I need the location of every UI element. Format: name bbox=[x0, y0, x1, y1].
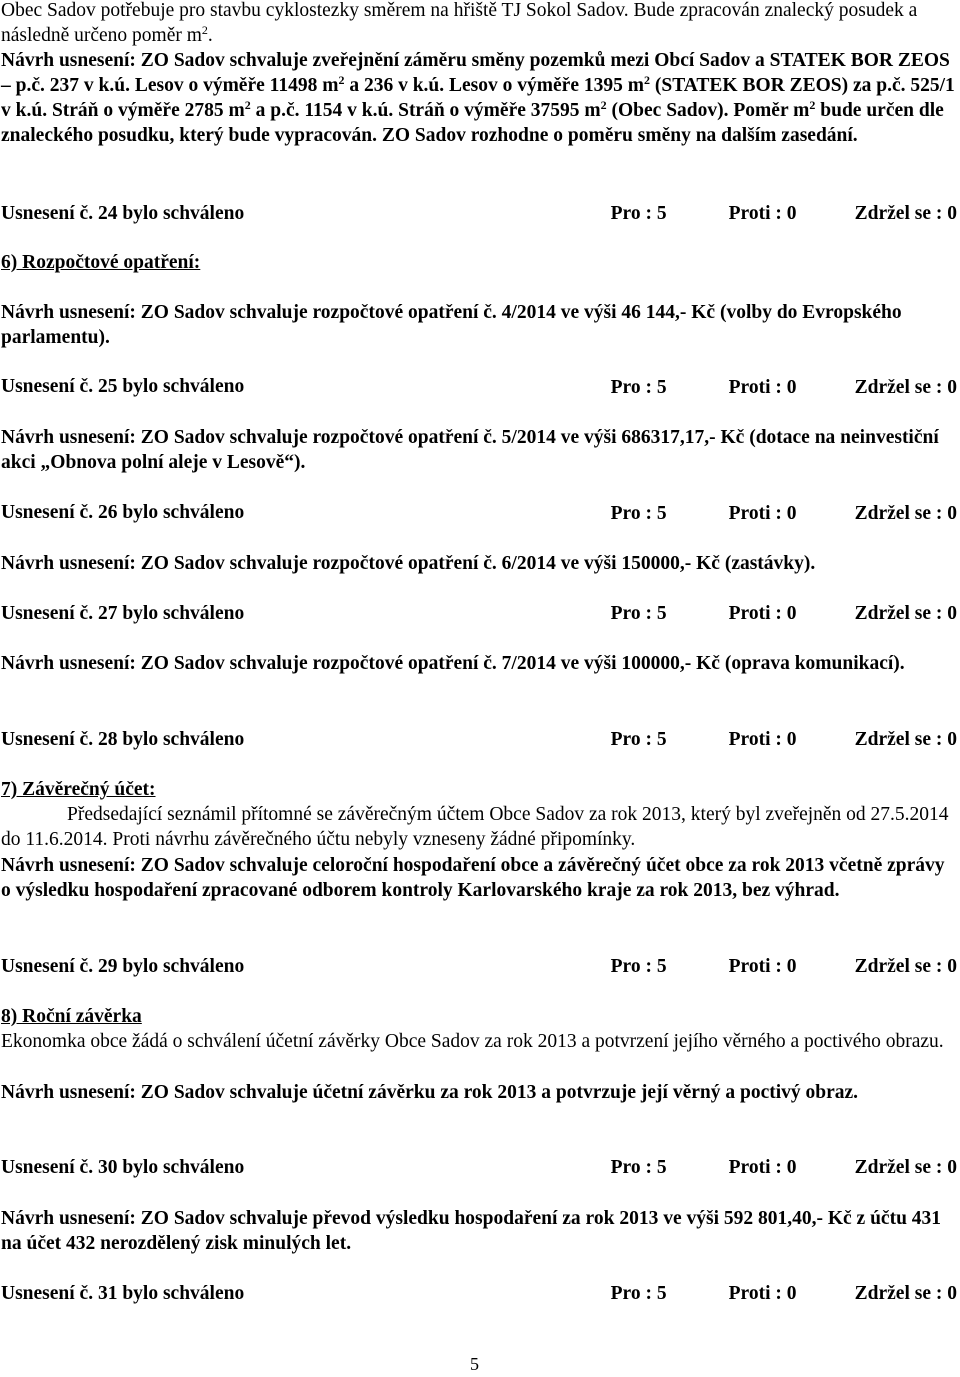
section-7-paragraph bbox=[1, 802, 957, 852]
vote-abstain-count: 0 bbox=[947, 1157, 957, 1178]
vote-pro-count: 5 bbox=[656, 1283, 667, 1304]
proposal-budget-5: Návrh usnesení: ZO Sadov schvaluje rozpočtové opatření č. 5/2014 ve výši 686317,17,- Kč (dotace na neinvestiční akci „Obnova polní aleje v Lesově“). bbox=[1, 427, 939, 473]
vote-proti-count: 0 bbox=[786, 603, 797, 624]
vote-abstain-label: Zdržel se : bbox=[854, 377, 943, 398]
proposal-annual-closing: Návrh usnesení: ZO Sadov schvaluje účetní závěrku za rok 2013 a potvrzuje její věrný a poctivý obraz. bbox=[1, 1082, 859, 1103]
section-6-heading: 6) Rozpočtové opatření: bbox=[1, 252, 201, 273]
vote-proti-label: Proti : bbox=[728, 956, 782, 977]
vote-proti-label: Proti : bbox=[728, 503, 782, 524]
annual-closing-text: Ekonomka obce žádá o schválení účetní závěrky Obce Sadov za rok 2013 a potvrzení jejího věrného a poctivého obrazu. bbox=[1, 1031, 944, 1052]
exchange-proposal bbox=[1, 48, 957, 148]
proposal-text: (STATEK BOR ZEOS) za p.č. 525/1 v k.ú. Stráň o výměře 2785 m bbox=[1, 75, 955, 121]
final-account-text: Předsedající seznámil přítomné se závěrečným účtem Obce Sadov za rok 2013, který byl zveřejněn od 27.5.2014 do 11.6.2014. Proti návrhu závěrečného účtu nebyly vzneseny žádné připomínky. bbox=[1, 804, 949, 850]
resolution-25: Usnesení č. 25 bylo schváleno bbox=[1, 376, 245, 397]
page-number: 5 bbox=[470, 1354, 479, 1374]
vote-abstain-label: Zdržel se : bbox=[854, 503, 943, 524]
resolution-29: Usnesení č. 29 bylo schváleno bbox=[1, 956, 245, 977]
vote-proti-count: 0 bbox=[786, 503, 797, 524]
vote-pro-label: Pro : bbox=[610, 377, 652, 398]
vote-pro-label: Pro : bbox=[610, 1283, 652, 1304]
vote-pro-label: Pro : bbox=[610, 1157, 652, 1178]
vote-pro-count: 5 bbox=[656, 603, 667, 624]
vote-abstain-count: 0 bbox=[947, 203, 957, 224]
vote-proti-label: Proti : bbox=[728, 729, 782, 750]
intro-text: Obec Sadov potřebuje pro stavbu cyklostezky směrem na hřiště TJ Sokol Sadov. Bude zpracován znalecký posudek a následně určeno poměr m bbox=[1, 0, 918, 46]
vote-proti-label: Proti : bbox=[728, 377, 782, 398]
superscript: 2 bbox=[244, 98, 251, 112]
vote-proti-count: 0 bbox=[786, 377, 797, 398]
superscript: 2 bbox=[338, 73, 345, 87]
vote-pro-count: 5 bbox=[656, 729, 667, 750]
superscript: 2 bbox=[201, 23, 208, 37]
vote-pro-count: 5 bbox=[656, 377, 667, 398]
vote-pro-label: Pro : bbox=[610, 729, 652, 750]
vote-abstain-count: 0 bbox=[947, 1283, 957, 1304]
proposal-final-account: Návrh usnesení: ZO Sadov schvaluje celoroční hospodaření obce a závěrečný účet obce za rok 2013 včetně zprávy o výsledku hospodaření zpracované odborem kontroly Karlovarského kraje za rok 2013, bez výhrad. bbox=[1, 855, 945, 901]
proposal-budget-4: Návrh usnesení: ZO Sadov schvaluje rozpočtové opatření č. 4/2014 ve výši 46 144,- Kč (volby do Evropského parlamentu). bbox=[1, 302, 902, 348]
vote-abstain-label: Zdržel se : bbox=[854, 1157, 943, 1178]
proposal-text: Návrh usnesení: ZO Sadov schvaluje zveřejnění záměru směny pozemků mezi Obcí Sadov a STATEK BOR ZEOS – p.č. 237 v k.ú. Lesov o výměře 11498 m bbox=[1, 50, 950, 96]
section-8-heading: 8) Roční závěrka bbox=[1, 1006, 142, 1027]
vote-abstain-label: Zdržel se : bbox=[854, 603, 943, 624]
vote-abstain-label: Zdržel se : bbox=[854, 729, 943, 750]
vote-pro-label: Pro : bbox=[610, 603, 652, 624]
vote-abstain-count: 0 bbox=[947, 729, 957, 750]
proposal-text: a 236 v k.ú. Lesov o výměře 1395 m bbox=[344, 75, 644, 96]
proposal-budget-7: Návrh usnesení: ZO Sadov schvaluje rozpočtové opatření č. 7/2014 ve výši 100000,- Kč (oprava komunikací). bbox=[1, 653, 905, 674]
resolution-26: Usnesení č. 26 bylo schváleno bbox=[1, 502, 245, 523]
resolution-27: Usnesení č. 27 bylo schváleno bbox=[1, 603, 245, 624]
superscript: 2 bbox=[809, 98, 816, 112]
vote-abstain-count: 0 bbox=[947, 377, 957, 398]
vote-proti-label: Proti : bbox=[728, 1283, 782, 1304]
proposal-budget-6: Návrh usnesení: ZO Sadov schvaluje rozpočtové opatření č. 6/2014 ve výši 150000,- Kč (zastávky). bbox=[1, 553, 816, 574]
proposal-text: a p.č. 1154 v k.ú. Stráň o výměře 37595 m bbox=[250, 100, 601, 121]
vote-proti-count: 0 bbox=[786, 1157, 797, 1178]
superscript: 2 bbox=[600, 98, 607, 112]
vote-proti-label: Proti : bbox=[728, 603, 782, 624]
proposal-text: (Obec Sadov). Poměr m bbox=[606, 100, 810, 121]
vote-pro-count: 5 bbox=[656, 203, 667, 224]
proposal-text: bude určen dle znaleckého posudku, který bude vypracován. ZO Sadov rozhodne o poměru směny na dalším zasedání. bbox=[1, 100, 944, 146]
vote-abstain-count: 0 bbox=[947, 503, 957, 524]
intro-text-end: . bbox=[207, 25, 213, 46]
resolution-28: Usnesení č. 28 bylo schváleno bbox=[1, 729, 245, 750]
vote-pro-count: 5 bbox=[656, 503, 667, 524]
vote-abstain-label: Zdržel se : bbox=[854, 956, 943, 977]
vote-abstain-label: Zdržel se : bbox=[854, 203, 943, 224]
vote-pro-label: Pro : bbox=[610, 503, 652, 524]
resolution-31: Usnesení č. 31 bylo schváleno bbox=[1, 1283, 245, 1304]
vote-proti-count: 0 bbox=[786, 203, 797, 224]
vote-pro-count: 5 bbox=[656, 956, 667, 977]
vote-pro-label: Pro : bbox=[610, 956, 652, 977]
vote-abstain-count: 0 bbox=[947, 956, 957, 977]
vote-pro-label: Pro : bbox=[610, 203, 652, 224]
vote-proti-count: 0 bbox=[786, 956, 797, 977]
superscript: 2 bbox=[643, 73, 650, 87]
vote-abstain-label: Zdržel se : bbox=[854, 1283, 943, 1304]
vote-abstain-count: 0 bbox=[947, 603, 957, 624]
vote-proti-count: 0 bbox=[786, 729, 797, 750]
intro-paragraph bbox=[1, 0, 957, 48]
resolution-24: Usnesení č. 24 bylo schváleno bbox=[1, 203, 245, 224]
resolution-30: Usnesení č. 30 bylo schváleno bbox=[1, 1157, 245, 1178]
vote-proti-label: Proti : bbox=[728, 1157, 782, 1178]
vote-proti-count: 0 bbox=[786, 1283, 797, 1304]
proposal-profit-transfer: Návrh usnesení: ZO Sadov schvaluje převod výsledku hospodaření za rok 2013 ve výši 592 801,40,- Kč z účtu 431 na účet 432 nerozdělený zisk minulých let. bbox=[1, 1208, 942, 1254]
section-7-heading: 7) Závěrečný účet: bbox=[1, 779, 156, 800]
vote-pro-count: 5 bbox=[656, 1157, 667, 1178]
vote-proti-label: Proti : bbox=[728, 203, 782, 224]
